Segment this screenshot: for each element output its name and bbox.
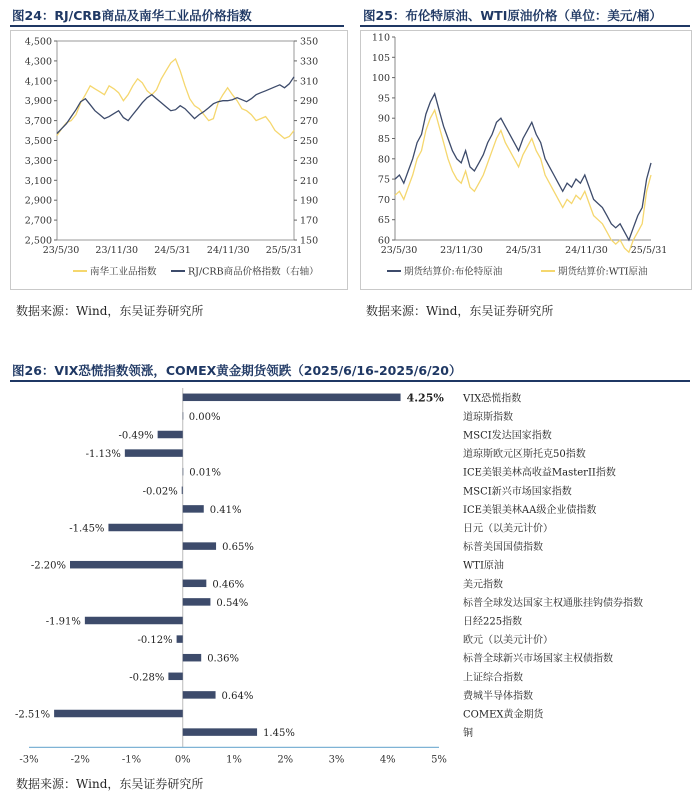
- fig25-y-tick-label: 60: [377, 235, 390, 247]
- fig26-category-label: 标普全球新兴市场国家主权债指数: [463, 653, 613, 665]
- fig24-left-tick-label: 4,500: [24, 36, 52, 48]
- fig25-chart: [361, 31, 691, 289]
- fig26-x-tick-label: -1%: [121, 754, 142, 766]
- fig26-bar: [183, 394, 401, 402]
- fig26-bar: [177, 635, 183, 643]
- fig26-category-label: 上证综合指数: [463, 672, 523, 684]
- fig24-right-tick-label: 270: [300, 116, 319, 128]
- fig24-right-tick-label: 210: [300, 175, 319, 187]
- fig25-series-line-0: [395, 94, 651, 240]
- fig25-legend-label-0: 期货结算价:布伦特原油: [404, 266, 503, 278]
- fig24-series-line-0: [57, 59, 294, 139]
- fig24-legend-label-1: RJ/CRB商品价格指数（右轴）: [188, 266, 319, 278]
- fig25-panel: [360, 30, 692, 290]
- fig26-value-label: 0.54%: [216, 597, 249, 609]
- fig25-y-tick-label: 70: [377, 194, 390, 206]
- fig26-value-label: 0.00%: [188, 411, 221, 423]
- fig26-x-tick-label: 0%: [174, 754, 191, 766]
- fig26-x-tick-label: 5%: [431, 754, 447, 766]
- fig26-bar: [183, 542, 216, 550]
- fig26-bar: [158, 431, 183, 439]
- fig24-left-tick-label: 3,300: [24, 155, 52, 167]
- fig26-bar: [183, 728, 257, 736]
- fig24-left-tick-label: 2,700: [24, 215, 52, 227]
- fig26-category-label: ICE美银美林高收益MasterII指数: [463, 467, 616, 479]
- fig25-y-tick-label: 105: [371, 52, 390, 64]
- fig26-source: 数据来源：Wind，东吴证券研究所: [16, 777, 204, 791]
- fig26-value-label: 0.64%: [221, 690, 254, 702]
- fig26-value-label: 0.41%: [209, 504, 242, 516]
- fig24-left-tick-label: 3,500: [24, 136, 52, 147]
- fig25-y-tick-label: 85: [377, 134, 390, 145]
- fig25-legend-label-1: 期货结算价:WTI原油: [558, 266, 648, 278]
- fig26-category-label: 道琼斯指数: [463, 411, 513, 423]
- fig24-right-tick-label: 170: [300, 215, 319, 227]
- fig24-left-tick-label: 3,700: [24, 116, 52, 128]
- fig26-x-tick-label: -3%: [19, 754, 39, 766]
- fig26-category-label: 标普全球发达国家主权通胀挂钩债券指数: [463, 597, 643, 609]
- fig26-value-label: 1.45%: [263, 728, 295, 740]
- fig24-right-tick-label: 330: [300, 56, 319, 68]
- fig26-category-label: 道琼斯欧元区斯托克50指数: [463, 449, 586, 461]
- fig26-bar: [54, 710, 183, 718]
- fig26-value-label: 0.36%: [207, 653, 239, 665]
- fig26-bar: [183, 505, 204, 513]
- fig26-value-label: -0.12%: [137, 635, 173, 647]
- fig24-x-tick-label: 23/11/30: [95, 245, 139, 256]
- fig25-title: 图25：布伦特原油、WTI原油价格（单位：美元/桶）: [363, 8, 662, 23]
- fig26-bar: [125, 449, 183, 457]
- fig24-left-tick-label: 3,900: [24, 96, 52, 108]
- fig26-category-label: 美元指数: [463, 579, 503, 591]
- fig25-series-line-1: [395, 110, 651, 252]
- fig26-bar: [182, 487, 183, 495]
- fig24-left-tick-label: 3,100: [24, 175, 52, 187]
- fig26-category-label: 铜: [463, 728, 473, 740]
- fig26-value-label: 0.01%: [189, 467, 222, 479]
- fig26-chart: [5, 382, 695, 772]
- fig24-x-tick-label: 25/5/31: [265, 245, 303, 256]
- fig26-category-label: MSCI新兴市场国家指数: [463, 486, 572, 498]
- fig25-x-tick-label: 24/5/31: [505, 245, 543, 256]
- fig26-value-label: 4.25%: [406, 391, 444, 405]
- fig24-series-line-1: [57, 77, 294, 134]
- fig24-x-tick-label: 24/11/30: [206, 245, 250, 256]
- fig24-left-tick-label: 2,900: [24, 195, 52, 207]
- fig24-left-tick-label: 4,100: [24, 76, 52, 88]
- fig26-category-label: COMEX黄金期货: [463, 709, 544, 721]
- fig24-right-tick-label: 150: [300, 235, 319, 247]
- fig26-value-label: -1.13%: [85, 449, 121, 461]
- fig25-x-tick-label: 23/11/30: [440, 245, 483, 256]
- fig26-category-label: ICE美银美林AA级企业债指数: [463, 504, 597, 516]
- fig25-x-tick-label: 23/5/30: [380, 245, 418, 256]
- fig26-category-label: 日元（以美元计价）: [463, 523, 553, 535]
- fig24-right-tick-label: 230: [300, 155, 319, 167]
- fig24-x-tick-label: 24/5/31: [154, 245, 191, 256]
- fig26-bar: [183, 691, 216, 699]
- fig26-value-label: -1.91%: [45, 616, 81, 628]
- fig24-chart: [11, 31, 347, 289]
- fig24-legend-label-0: 南华工业品指数: [90, 266, 157, 278]
- fig25-x-tick-label: 24/11/30: [565, 245, 608, 256]
- fig26-title: 图26：VIX恐慌指数领涨，COMEX黄金期货领跌（2025/6/16-2025/6/20）: [12, 363, 462, 378]
- fig26-x-tick-label: -2%: [70, 754, 90, 766]
- fig24-right-tick-label: 290: [300, 96, 319, 108]
- fig26-value-label: -0.49%: [118, 430, 154, 442]
- fig24-source: 数据来源：Wind，东吴证券研究所: [16, 304, 204, 318]
- fig24-right-tick-label: 310: [300, 76, 319, 88]
- fig26-bar: [183, 580, 207, 588]
- fig26-value-label: -1.45%: [69, 523, 105, 535]
- fig25-title-rule: [360, 25, 690, 27]
- fig26-bar: [183, 468, 184, 476]
- fig24-left-tick-label: 2,500: [24, 235, 52, 247]
- fig25-y-tick-label: 95: [377, 93, 390, 105]
- fig26-x-tick-label: 2%: [277, 754, 294, 766]
- fig25-y-tick-label: 90: [377, 113, 390, 125]
- fig24-title-rule: [10, 25, 344, 27]
- fig26-bar: [183, 412, 184, 420]
- fig26-category-label: 标普美国国债指数: [463, 542, 543, 554]
- fig26-category-label: 欧元（以美元计价）: [463, 635, 553, 647]
- fig25-x-tick-label: 25/5/31: [630, 245, 668, 256]
- fig24-x-tick-label: 23/5/30: [42, 245, 80, 256]
- fig26-category-label: MSCI发达国家指数: [463, 430, 552, 442]
- fig25-source: 数据来源：Wind，东吴证券研究所: [366, 304, 554, 318]
- fig24-plot-frame: [57, 41, 294, 240]
- fig24-right-tick-label: 190: [300, 195, 319, 207]
- fig24-title: 图24：RJ/CRB商品及南华工业品价格指数: [12, 8, 252, 23]
- fig26-x-tick-label: 4%: [379, 754, 396, 766]
- fig25-y-tick-label: 80: [377, 154, 390, 166]
- fig24-left-tick-label: 4,300: [24, 56, 52, 68]
- fig26-category-label: 日经225指数: [463, 616, 523, 628]
- fig26-value-label: 0.46%: [212, 579, 245, 591]
- fig26-bar: [70, 561, 183, 569]
- fig26-x-tick-label: 3%: [328, 754, 345, 766]
- fig25-y-tick-label: 65: [377, 215, 390, 227]
- fig26-category-label: WTI原油: [463, 560, 504, 572]
- fig26-value-label: 0.65%: [222, 542, 254, 554]
- fig26-bar: [183, 654, 201, 662]
- fig26-category-label: VIX恐慌指数: [463, 393, 522, 405]
- fig26-value-label: -2.51%: [14, 709, 51, 721]
- fig25-y-tick-label: 100: [371, 73, 390, 85]
- fig26-bar: [183, 598, 211, 606]
- fig26-bar: [85, 617, 183, 625]
- fig24-right-tick-label: 350: [300, 36, 319, 48]
- fig25-y-tick-label: 75: [377, 174, 390, 186]
- fig26-value-label: -2.20%: [30, 560, 66, 572]
- fig26-category-label: 费城半导体指数: [463, 690, 533, 702]
- fig26-bar: [168, 673, 182, 681]
- fig25-y-tick-label: 110: [371, 32, 390, 44]
- fig24-panel: [10, 30, 348, 290]
- fig26-value-label: -0.28%: [129, 672, 165, 684]
- fig26-bar: [108, 524, 182, 532]
- fig24-right-tick-label: 250: [300, 136, 319, 147]
- fig26-x-tick-label: 1%: [226, 754, 242, 766]
- fig26-value-label: -0.02%: [142, 486, 178, 498]
